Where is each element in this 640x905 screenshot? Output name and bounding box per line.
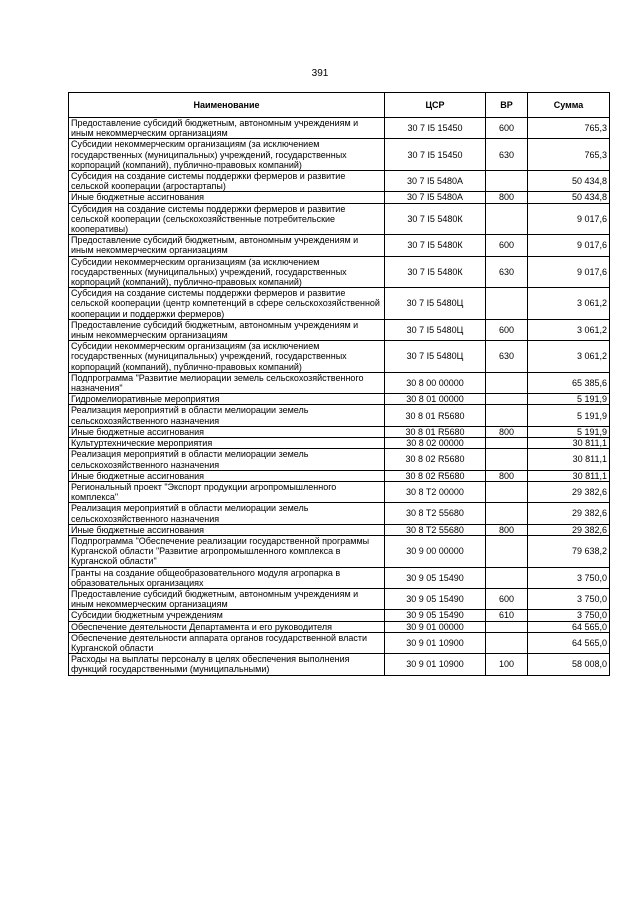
cell-name: Предоставление субсидий бюджетным, автономным учреждениям и иным некоммерческим организациям xyxy=(69,235,385,256)
cell-csr: 30 7 I5 5480К xyxy=(385,256,486,288)
cell-vr xyxy=(486,203,528,235)
cell-sum: 3 750,0 xyxy=(528,567,610,588)
cell-csr: 30 9 01 10900 xyxy=(385,654,486,675)
cell-csr: 30 8 02 R5680 xyxy=(385,449,486,470)
cell-sum: 9 017,6 xyxy=(528,235,610,256)
cell-vr xyxy=(486,288,528,320)
cell-sum: 29 382,6 xyxy=(528,524,610,535)
cell-sum: 29 382,6 xyxy=(528,481,610,502)
cell-csr: 30 9 05 15490 xyxy=(385,588,486,609)
cell-name: Обеспечение деятельности Департамента и его руководителя xyxy=(69,621,385,632)
cell-name: Гранты на создание общеобразовательного модуля агропарка в образовательных организациях xyxy=(69,567,385,588)
cell-vr xyxy=(486,503,528,524)
cell-name: Субсидии некоммерческим организациям (за исключением государственных (муниципальных) учреждений, государственных корпораций (компаний), публично-правовых компаний) xyxy=(69,341,385,373)
cell-sum: 9 017,6 xyxy=(528,203,610,235)
table-row xyxy=(69,610,610,621)
cell-vr: 100 xyxy=(486,654,528,675)
cell-vr: 800 xyxy=(486,470,528,481)
cell-vr: 600 xyxy=(486,319,528,340)
table-header-row xyxy=(69,93,610,118)
cell-csr: 30 8 T2 55680 xyxy=(385,524,486,535)
cell-vr: 800 xyxy=(486,192,528,203)
cell-csr: 30 9 00 00000 xyxy=(385,535,486,567)
cell-vr xyxy=(486,567,528,588)
cell-csr: 30 8 00 00000 xyxy=(385,372,486,393)
cell-sum: 30 811,1 xyxy=(528,449,610,470)
cell-name: Субсидия на создание системы поддержки фермеров и развитие сельской кооперации (центр компетенций в сфере сельскохозяйственной кооперации и поддержки фермеров) xyxy=(69,288,385,320)
table-row xyxy=(69,394,610,405)
cell-name: Гидромелиоративные мероприятия xyxy=(69,394,385,405)
cell-csr: 30 9 05 15490 xyxy=(385,610,486,621)
cell-sum: 3 061,2 xyxy=(528,341,610,373)
table-row xyxy=(69,449,610,470)
cell-name: Иные бюджетные ассигнования xyxy=(69,426,385,437)
header-sum: Сумма xyxy=(528,93,610,118)
cell-vr xyxy=(486,171,528,192)
cell-name: Подпрограмма "Обеспечение реализации государственной программы Курганской области "Развитие агропромышленного комплекса в Курганской области" xyxy=(69,535,385,567)
cell-sum: 765,3 xyxy=(528,139,610,171)
page-number: 391 xyxy=(311,68,329,79)
cell-csr: 30 9 05 15490 xyxy=(385,567,486,588)
table-row xyxy=(69,470,610,481)
cell-sum: 3 061,2 xyxy=(528,288,610,320)
table-row xyxy=(69,621,610,632)
cell-sum: 29 382,6 xyxy=(528,503,610,524)
cell-sum: 30 811,1 xyxy=(528,438,610,449)
cell-csr: 30 7 I5 5480Ц xyxy=(385,288,486,320)
cell-sum: 50 434,8 xyxy=(528,171,610,192)
table-row xyxy=(69,256,610,288)
cell-csr: 30 7 I5 15450 xyxy=(385,118,486,139)
cell-csr: 30 8 02 00000 xyxy=(385,438,486,449)
table-row xyxy=(69,319,610,340)
table-row xyxy=(69,118,610,139)
table-row xyxy=(69,481,610,502)
cell-csr: 30 7 I5 5480А xyxy=(385,192,486,203)
cell-name: Региональный проект "Экспорт продукции агропромышленного комплекса" xyxy=(69,481,385,502)
cell-sum: 5 191,9 xyxy=(528,405,610,426)
header-csr: ЦСР xyxy=(385,93,486,118)
cell-vr xyxy=(486,405,528,426)
cell-name: Субсидии некоммерческим организациям (за исключением государственных (муниципальных) учреждений, государственных корпораций (компаний), публично-правовых компаний) xyxy=(69,139,385,171)
table-row xyxy=(69,171,610,192)
cell-csr: 30 9 01 10900 xyxy=(385,632,486,653)
cell-csr: 30 8 T2 00000 xyxy=(385,481,486,502)
cell-csr: 30 9 01 00000 xyxy=(385,621,486,632)
cell-name: Иные бюджетные ассигнования xyxy=(69,524,385,535)
cell-vr: 600 xyxy=(486,588,528,609)
cell-name: Реализация мероприятий в области мелиорации земель сельскохозяйственного назначения xyxy=(69,503,385,524)
cell-sum: 30 811,1 xyxy=(528,470,610,481)
table-row xyxy=(69,235,610,256)
table-row xyxy=(69,192,610,203)
cell-vr xyxy=(486,621,528,632)
cell-sum: 5 191,9 xyxy=(528,394,610,405)
cell-csr: 30 7 I5 5480К xyxy=(385,203,486,235)
header-vr: ВР xyxy=(486,93,528,118)
cell-vr xyxy=(486,394,528,405)
table-row xyxy=(69,426,610,437)
cell-vr: 600 xyxy=(486,235,528,256)
table-row xyxy=(69,341,610,373)
cell-name: Предоставление субсидий бюджетным, автономным учреждениям и иным некоммерческим организациям xyxy=(69,118,385,139)
cell-name: Подпрограмма "Развитие мелиорации земель сельскохозяйственного назначения" xyxy=(69,372,385,393)
cell-sum: 79 638,2 xyxy=(528,535,610,567)
cell-name: Предоставление субсидий бюджетным, автономным учреждениям и иным некоммерческим организациям xyxy=(69,588,385,609)
cell-vr: 630 xyxy=(486,139,528,171)
cell-name: Иные бюджетные ассигнования xyxy=(69,192,385,203)
cell-sum: 65 385,6 xyxy=(528,372,610,393)
table-row xyxy=(69,372,610,393)
cell-csr: 30 8 01 R5680 xyxy=(385,426,486,437)
cell-vr xyxy=(486,535,528,567)
cell-csr: 30 7 I5 15450 xyxy=(385,139,486,171)
cell-csr: 30 7 I5 5480Ц xyxy=(385,341,486,373)
cell-csr: 30 8 01 00000 xyxy=(385,394,486,405)
cell-name: Субсидии некоммерческим организациям (за исключением государственных (муниципальных) учреждений, государственных корпораций (компаний), публично-правовых компаний) xyxy=(69,256,385,288)
cell-vr xyxy=(486,372,528,393)
cell-sum: 765,3 xyxy=(528,118,610,139)
cell-vr xyxy=(486,449,528,470)
table-row xyxy=(69,535,610,567)
cell-name: Субсидии бюджетным учреждениям xyxy=(69,610,385,621)
cell-vr xyxy=(486,632,528,653)
cell-name: Субсидия на создание системы поддержки фермеров и развитие сельской кооперации (агростартапы) xyxy=(69,171,385,192)
cell-vr: 630 xyxy=(486,341,528,373)
cell-sum: 64 565,0 xyxy=(528,632,610,653)
cell-csr: 30 7 I5 5480А xyxy=(385,171,486,192)
cell-vr xyxy=(486,481,528,502)
cell-vr: 800 xyxy=(486,524,528,535)
table-row xyxy=(69,405,610,426)
cell-name: Реализация мероприятий в области мелиорации земель сельскохозяйственного назначения xyxy=(69,405,385,426)
cell-csr: 30 8 T2 55680 xyxy=(385,503,486,524)
cell-vr: 600 xyxy=(486,118,528,139)
table-row xyxy=(69,654,610,675)
cell-vr xyxy=(486,438,528,449)
table-row xyxy=(69,503,610,524)
cell-sum: 3 750,0 xyxy=(528,588,610,609)
cell-name: Культуртехнические мероприятия xyxy=(69,438,385,449)
table-body xyxy=(69,118,610,676)
table-row xyxy=(69,524,610,535)
cell-name: Обеспечение деятельности аппарата органов государственной власти Курганской области xyxy=(69,632,385,653)
cell-csr: 30 7 I5 5480Ц xyxy=(385,319,486,340)
cell-sum: 5 191,9 xyxy=(528,426,610,437)
cell-vr: 610 xyxy=(486,610,528,621)
cell-sum: 64 565,0 xyxy=(528,621,610,632)
cell-vr: 800 xyxy=(486,426,528,437)
cell-name: Реализация мероприятий в области мелиорации земель сельскохозяйственного назначения xyxy=(69,449,385,470)
cell-sum: 50 434,8 xyxy=(528,192,610,203)
table-row xyxy=(69,203,610,235)
cell-name: Иные бюджетные ассигнования xyxy=(69,470,385,481)
budget-table xyxy=(68,92,610,676)
table-row xyxy=(69,438,610,449)
cell-name: Предоставление субсидий бюджетным, автономным учреждениям и иным некоммерческим организациям xyxy=(69,319,385,340)
cell-name: Расходы на выплаты персоналу в целях обеспечения выполнения функций государственными (муниципальными) xyxy=(69,654,385,675)
table-row xyxy=(69,288,610,320)
cell-sum: 9 017,6 xyxy=(528,256,610,288)
header-name: Наименование xyxy=(69,93,385,118)
cell-sum: 3 061,2 xyxy=(528,319,610,340)
cell-name: Субсидия на создание системы поддержки фермеров и развитие сельской кооперации (сельскохозяйственные потребительские кооперативы) xyxy=(69,203,385,235)
cell-sum: 58 008,0 xyxy=(528,654,610,675)
cell-vr: 630 xyxy=(486,256,528,288)
cell-csr: 30 8 01 R5680 xyxy=(385,405,486,426)
cell-csr: 30 8 02 R5680 xyxy=(385,470,486,481)
table-row xyxy=(69,588,610,609)
cell-csr: 30 7 I5 5480К xyxy=(385,235,486,256)
table-row xyxy=(69,139,610,171)
cell-sum: 3 750,0 xyxy=(528,610,610,621)
table-row xyxy=(69,567,610,588)
table-row xyxy=(69,632,610,653)
